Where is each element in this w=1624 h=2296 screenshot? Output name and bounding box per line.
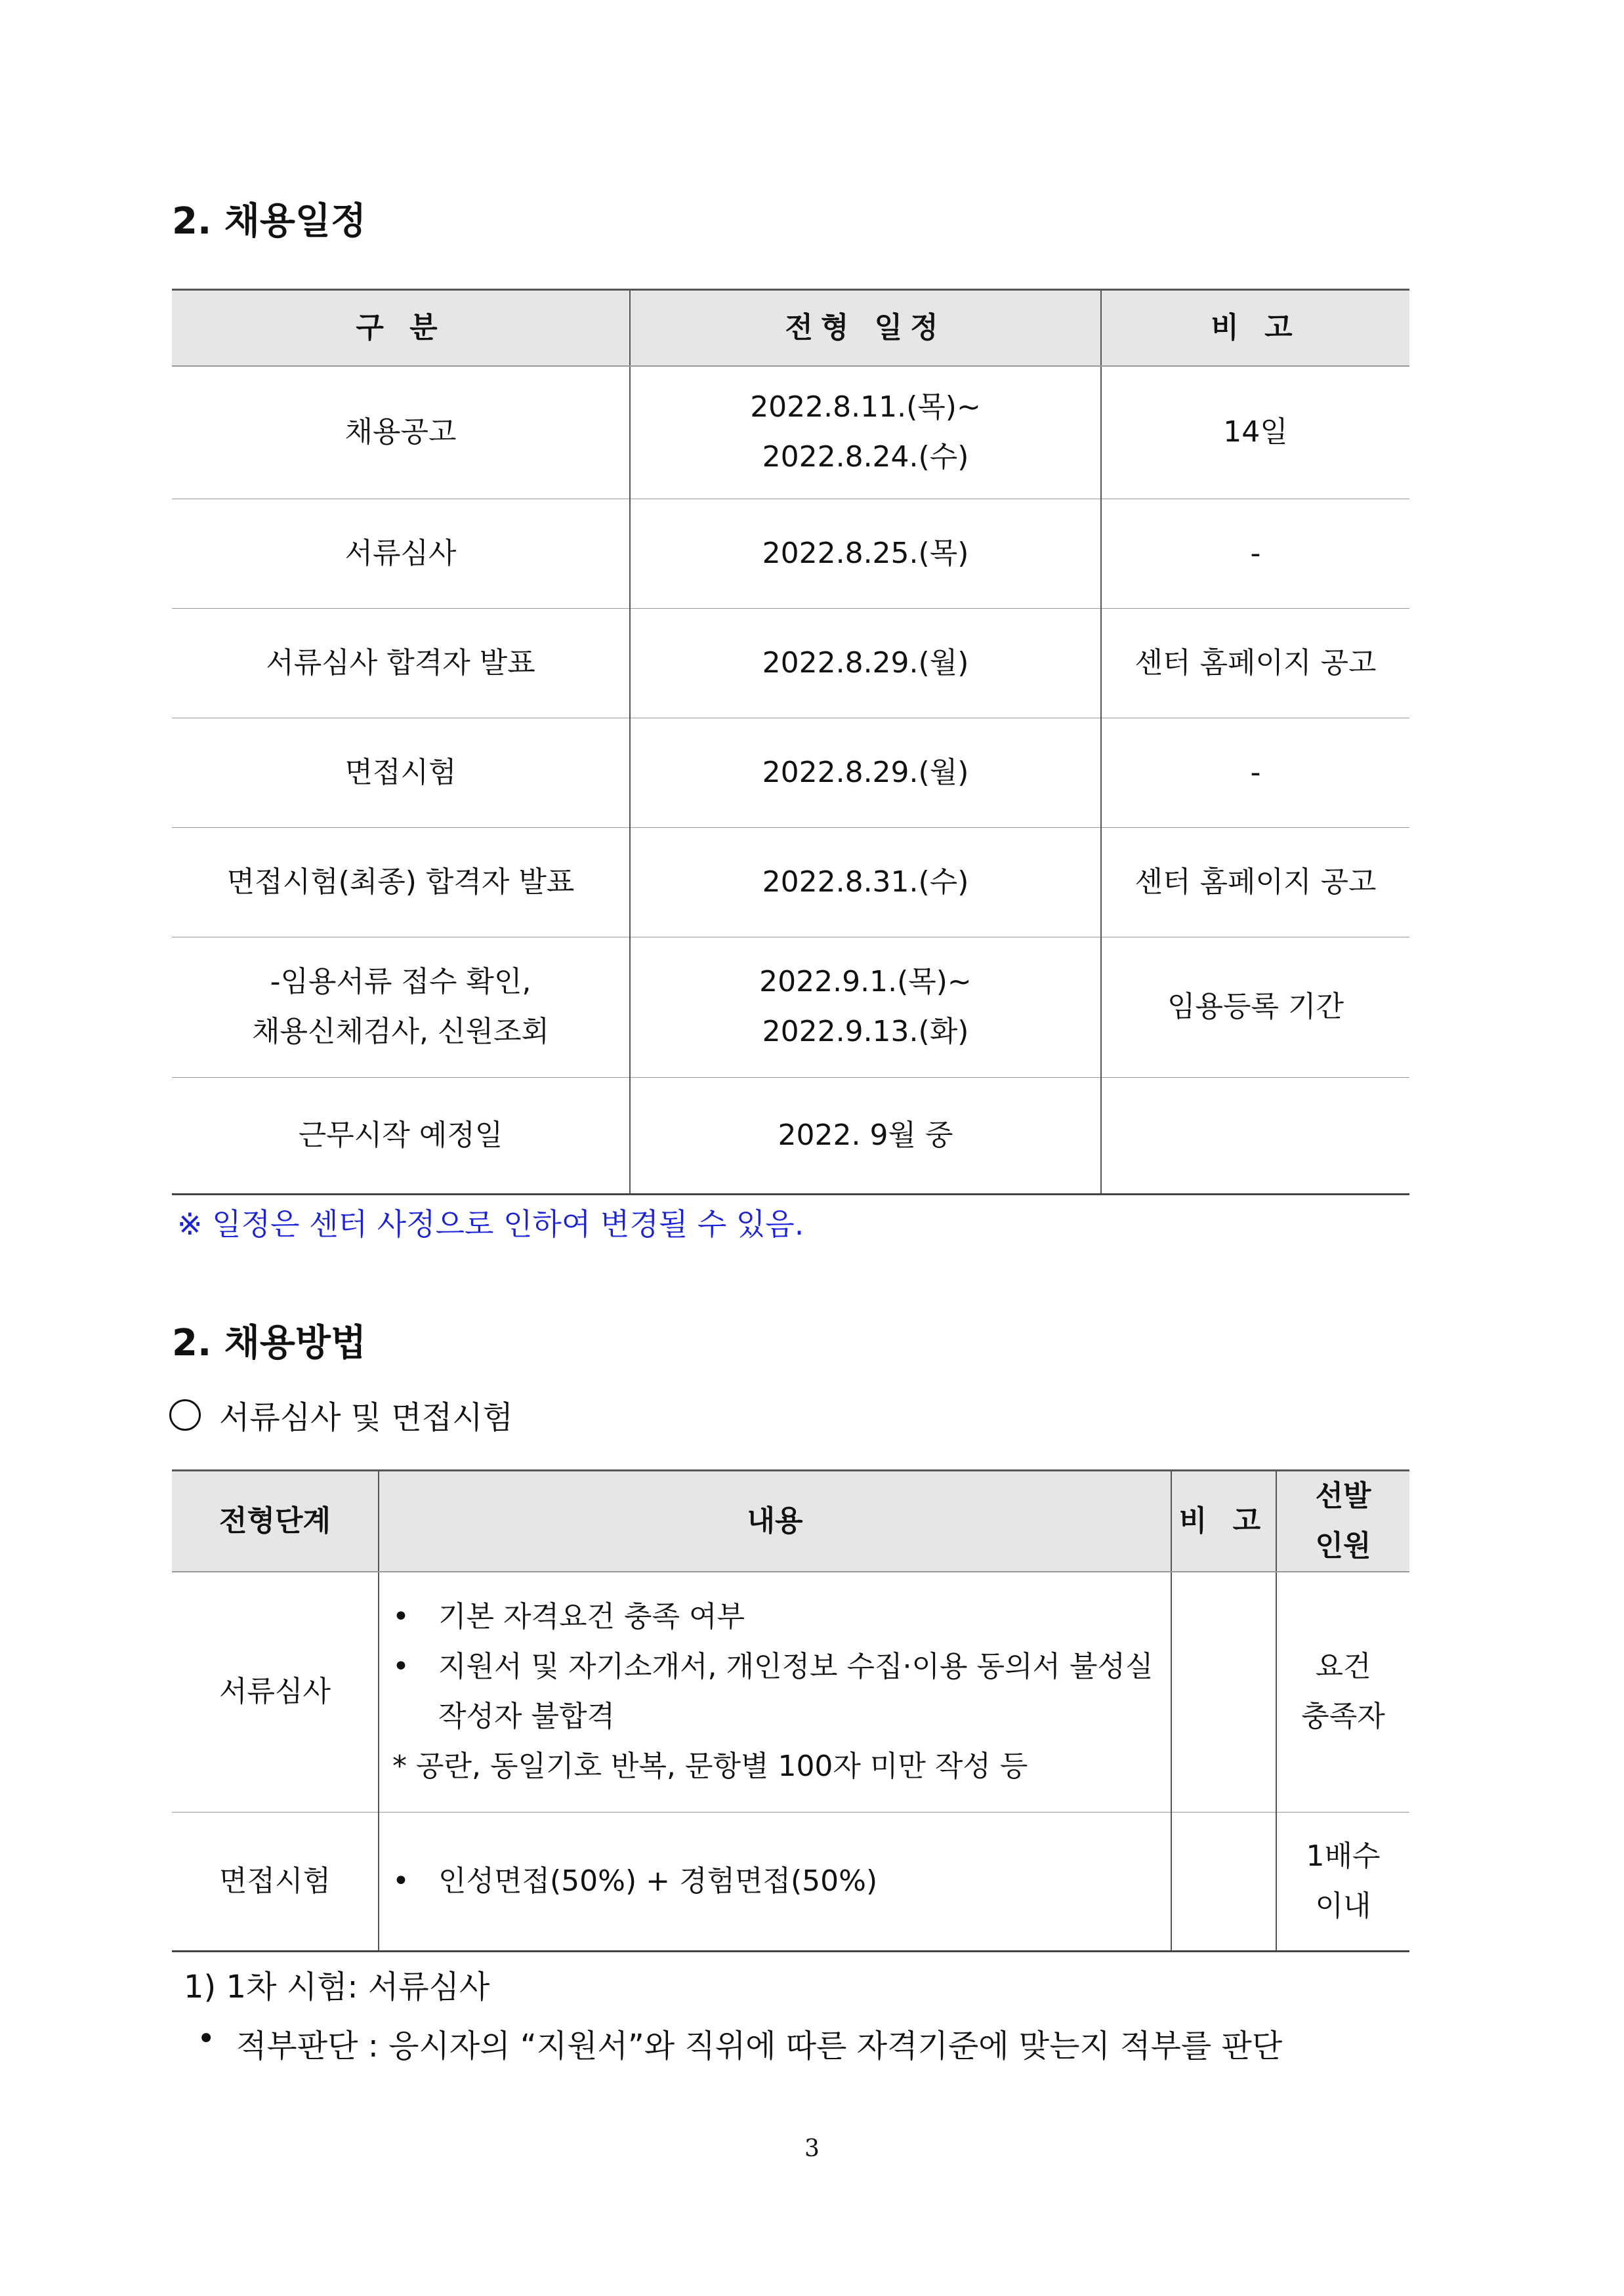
table-cell: 근무시작 예정일 — [298, 1118, 503, 1152]
table-cell: 2022.8.25.(목) — [630, 499, 1101, 608]
table-cell: 채용공고 — [172, 366, 630, 499]
table-cell — [379, 1812, 1171, 1951]
table-cell: 면접시험(최종) 합격자 발표 — [172, 827, 630, 937]
footnote: * 공란, 동일기호 반복, 문항별 100자 미만 작성 등 — [392, 1750, 1028, 1784]
bullet-text: 적부판단 : 응시자의 “지원서”와 직위에 따른 자격기준에 맞는지 적부를 판단 — [236, 2028, 1283, 2064]
list-item — [197, 2020, 1282, 2066]
table-cell: 2022.8.29.(월) — [630, 718, 1101, 827]
header-remark: 비 고 — [1101, 290, 1409, 367]
table-cell: 2022.8.29.(월) — [630, 608, 1101, 718]
table-cell: 2022.9.1.(목)~ 2022.9.13.(화) — [630, 937, 1101, 1077]
table-row — [172, 499, 1409, 608]
table-cell: 임용등록 기간 — [1101, 937, 1409, 1077]
table-row — [172, 1812, 1409, 1951]
bullet-icon: • — [392, 1650, 409, 1684]
table-cell: - — [1101, 718, 1409, 827]
header-stage: 전형단계 — [172, 1471, 379, 1572]
section-title-method: 2. 채용방법 — [172, 1322, 367, 1364]
header-remark: 비 고 — [1171, 1471, 1276, 1572]
table-cell: 센터 홈페이지 공고 — [1101, 608, 1409, 718]
table-header-row — [172, 290, 1409, 367]
header-category: 구 분 — [172, 290, 630, 367]
table-cell — [1171, 1812, 1276, 1951]
table-cell: 면접시험 — [172, 718, 630, 827]
table-cell: 서류심사 — [172, 1572, 379, 1812]
table-row — [172, 937, 1409, 1077]
schedule-note: ※ 일정은 센터 사정으로 인하여 변경될 수 있음. — [177, 1206, 804, 1242]
table-cell: -임용서류 접수 확인, 채용신체검사, 신원조회 — [172, 937, 630, 1077]
table-header-row — [172, 1471, 1409, 1572]
table-cell — [379, 1572, 1171, 1812]
header-schedule: 전형 일정 — [630, 290, 1101, 367]
table-cell: 2022.8.31.(수) — [630, 827, 1101, 937]
circle-bullet-icon — [169, 1399, 201, 1431]
table-cell: 센터 홈페이지 공고 — [1101, 827, 1409, 937]
page-number: 3 — [804, 2135, 820, 2162]
table-row — [172, 827, 1409, 937]
bullet-icon: • — [197, 2020, 216, 2057]
table-row — [172, 366, 1409, 499]
table-cell: 요건 충족자 — [1276, 1572, 1409, 1812]
list-item: • 기본 자격요건 충족 여부 — [392, 1592, 1164, 1642]
header-content: 내용 — [379, 1471, 1171, 1572]
method-item — [169, 1392, 513, 1437]
bullet-icon: • — [392, 1864, 409, 1898]
method-table — [172, 1469, 1409, 1952]
schedule-table — [172, 289, 1409, 1195]
table-cell: 면접시험 — [219, 1864, 331, 1898]
table-row — [172, 1077, 1409, 1194]
table-cell: 1배수 이내 — [1276, 1812, 1409, 1951]
section-title-schedule: 2. 채용일정 — [172, 200, 367, 243]
table-row — [172, 718, 1409, 827]
list-item: • 인성면접(50%) + 경험면접(50%) — [392, 1856, 1164, 1906]
table-cell: 14일 — [1101, 366, 1409, 499]
method-item-label: 서류심사 및 면접시험 — [219, 1399, 513, 1436]
table-cell — [1171, 1572, 1276, 1812]
table-cell: 서류심사 — [172, 499, 630, 608]
table-cell: 2022. 9월 중 — [630, 1077, 1101, 1194]
table-row — [172, 1572, 1409, 1812]
sub-heading: 1) 1차 시험: 서류심사 — [184, 1969, 490, 2005]
bullet-icon: • — [392, 1600, 409, 1634]
table-cell: 2022.8.11.(목)~ 2022.8.24.(수) — [630, 366, 1101, 499]
table-cell: - — [1101, 499, 1409, 608]
table-cell: 서류심사 합격자 발표 — [172, 608, 630, 718]
table-row — [172, 608, 1409, 718]
list-item: • 지원서 및 자기소개서, 개인정보 수집·이용 동의서 불성실 작성자 불합격 — [392, 1642, 1164, 1742]
header-selection: 선발 인원 — [1276, 1471, 1409, 1572]
table-cell — [1101, 1077, 1409, 1194]
